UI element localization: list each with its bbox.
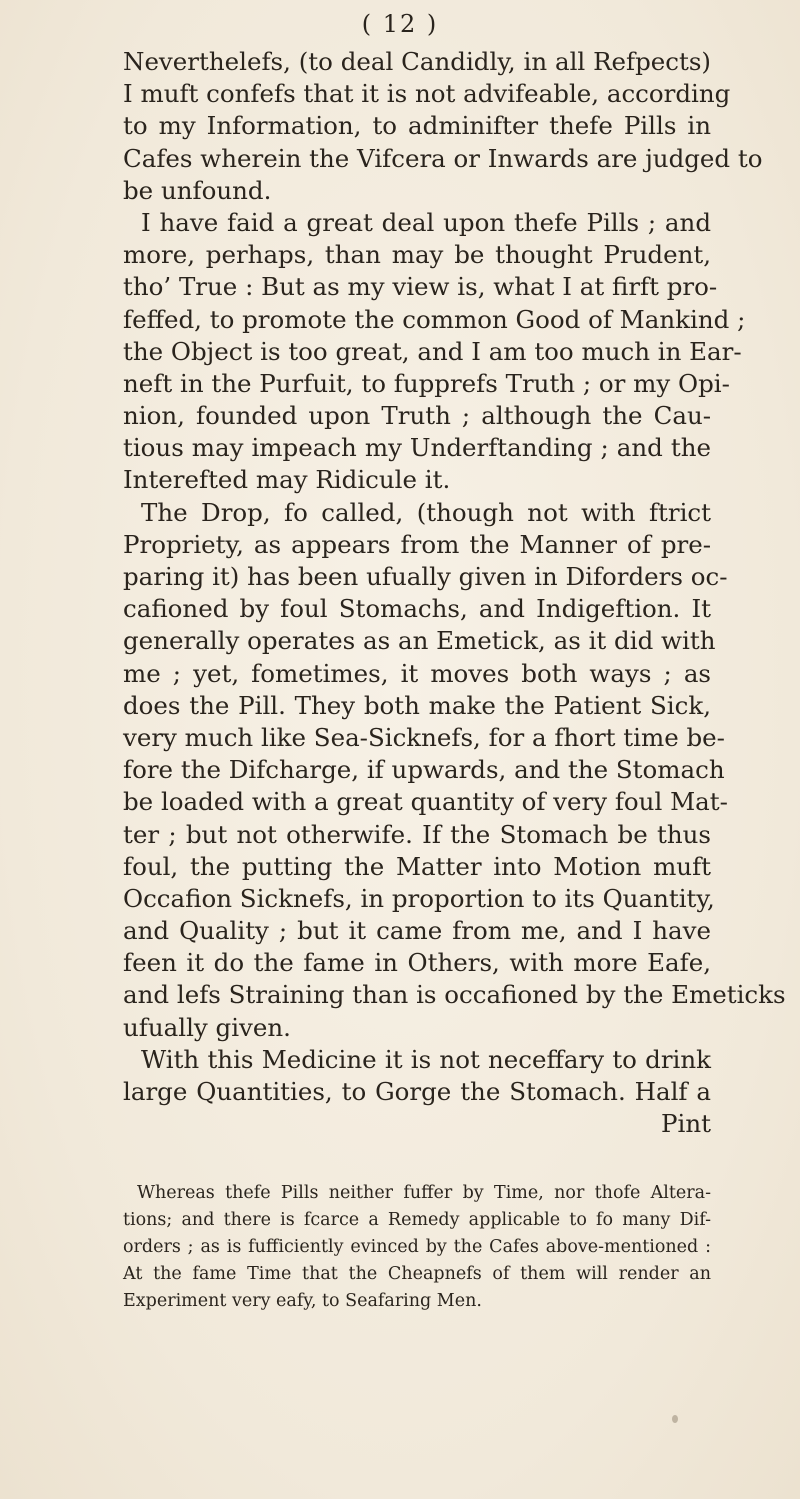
text-line: and lefs Straining than is occafioned by the Emeticks [123, 980, 786, 1010]
text-line: tho’ True : But as my view is, what I at firft pro- [123, 272, 718, 302]
footnote-line: orders ; as is fufficiently evinced by the Cafes above-mentioned : [123, 1237, 711, 1257]
text-line: Occafion Sicknefs, in proportion to its Quantity, [123, 883, 715, 913]
text-line: large Quantities, to Gorge the Stomach. Half a [123, 1077, 711, 1106]
text-line: Interefted may Ridicule it. [123, 465, 451, 495]
text-line: me ; yet, fometimes, it moves both ways ; as [123, 658, 711, 688]
text-line: be loaded with a great quantity of very foul Mat- [123, 787, 728, 817]
footnote-line: Experiment very eafy, to Seafaring Men. [123, 1291, 482, 1311]
text-line: more, perhaps, than may be thought Prudent, [123, 240, 711, 270]
text-line: very much like Sea-Sicknefs, for a fhort time be- [123, 722, 725, 752]
text-line: generally operates as an Emetick, as it did with [123, 626, 716, 656]
text-line: foul, the putting the Matter into Motion muft [123, 851, 711, 881]
text-line: the Object is too great, and I am too much in Ear- [123, 336, 742, 366]
text-line: Pint [661, 1109, 711, 1139]
text-line: ter ; but not otherwife. If the Stomach be thus [123, 819, 711, 849]
text-line: I have faid a great deal upon thefe Pills ; and [141, 207, 711, 237]
text-line: With this Medicine it is not neceffary to drink [141, 1044, 711, 1074]
text-line: to my Information, to adminifter thefe Pills in [123, 111, 711, 141]
text-line: be unfound. [123, 175, 272, 205]
footnote [123, 1180, 711, 1315]
footnote-line: tions; and there is fcarce a Remedy applicable to fo many Dif- [123, 1210, 711, 1230]
text-line: paring it) has been ufually given in Diforders oc- [123, 562, 728, 591]
text-line: nion, founded upon Truth ; although the Cau- [123, 401, 711, 431]
text-line: cafioned by foul Stomachs, and Indigeftion. It [123, 594, 711, 624]
text-line: Neverthelefs, (to deal Candidly, in all Refpects) [123, 47, 711, 76]
text-line: fore the Difcharge, if upwards, and the Stomach [123, 755, 725, 785]
text-line: Cafes wherein the Vifcera or Inwards are judged to [123, 143, 763, 173]
text-line: tious may impeach my Underftanding ; and the [123, 433, 711, 463]
body-text [123, 46, 786, 1140]
text-line: I muft confefs that it is not advifeable, according [123, 79, 731, 109]
text-line: Propriety, as appears from the Manner of pre- [123, 529, 711, 559]
footnote-line: At the fame Time that the Cheapnefs of them will render an [123, 1264, 711, 1284]
page-number: ( 12 ) [361, 10, 439, 38]
text-line: does the Pill. They both make the Patient Sick, [123, 690, 711, 720]
text-line: and Quality ; but it came from me, and I have [123, 916, 711, 946]
text-line: feen it do the fame in Others, with more Eafe, [123, 948, 711, 978]
text-line: neft in the Purfuit, to fupprefs Truth ; or my Opi- [123, 368, 730, 398]
text-line: ufually given. [123, 1012, 291, 1042]
text-line: feffed, to promote the common Good of Mankind ; [123, 304, 746, 334]
ink-blot [672, 1415, 678, 1423]
footnote-line: Whereas thefe Pills neither fuffer by Time, nor thofe Altera- [137, 1183, 711, 1203]
text-line: The Drop, fo called, (though not with ftrict [141, 497, 711, 527]
